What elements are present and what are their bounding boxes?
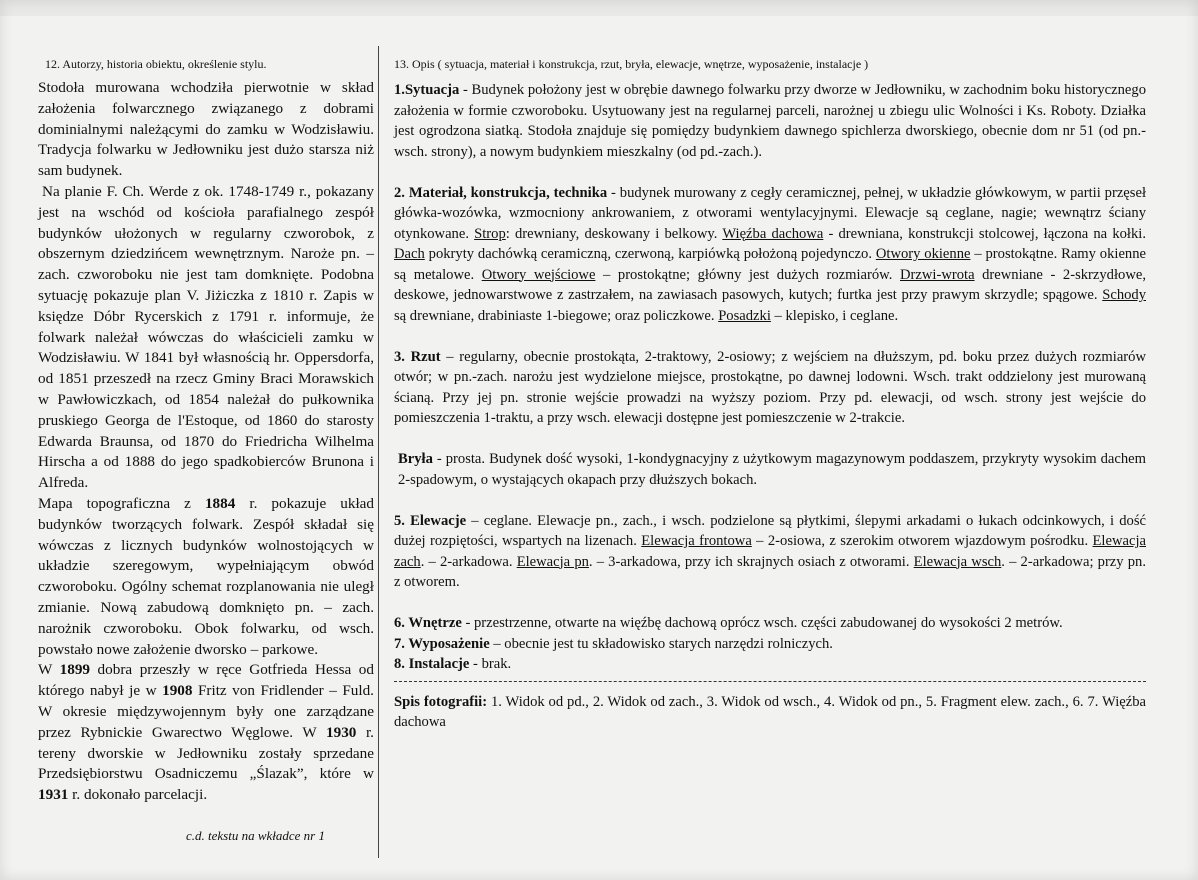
section-title: 2. Materiał, konstrukcja, technika bbox=[394, 184, 608, 201]
section-13-header: 13. Opis ( sytuacja, materiał i konstrukcja, rzut, bryła, elewacje, wnętrze, wyposażenie, instalacje ) bbox=[394, 57, 869, 71]
section-wnetrze bbox=[394, 613, 1146, 634]
history-paragraph-3 bbox=[38, 494, 374, 660]
term-posadzki: Posadzki bbox=[718, 307, 771, 324]
text-span: W bbox=[38, 661, 60, 679]
right-column bbox=[394, 56, 1146, 733]
section-title: 5. Elewacje bbox=[394, 512, 467, 529]
text-span: Fritz von Fridlender – Fuld. W okresie międzywojennym były one zarządzane przez Rybnickie Gwarectwo Węglowe. W bbox=[38, 682, 374, 741]
history-paragraph-4 bbox=[38, 660, 374, 806]
year-1884: 1884 bbox=[204, 494, 236, 512]
year-1930: 1930 bbox=[326, 723, 357, 741]
text-span: 1. Widok od pd., 2. Widok od zach., 3. Widok od wsch., 4. Widok od pn., 5. Fragment elew. zach., 6. 7. Więźba dachowa bbox=[394, 693, 1146, 730]
text-span: pokryty dachówką ceramiczną, czerwoną, karpiówką położoną pojedynczo. bbox=[424, 246, 876, 262]
dashed-separator bbox=[394, 681, 1146, 682]
section-sytuacja bbox=[394, 80, 1146, 162]
left-column bbox=[38, 56, 374, 806]
text-span: – regularny, obecnie prostokąta, 2-traktowy, 2-osiowy; z wejściem na dłuższym, pd. boku przez dużych rozmiarów otwór; w pn.-zach. narożu jest wydzielone miejsce, prostokątne, po dawnej lodowni. Wsch. trakt oddzielony jest murowaną ścianą. Przy jej pn. stronie wejście prowadzi na wyższy poziom. Przy pd. elewacji, od wsch. strony jest wejście do pomieszczenia 1-traktu, a przy wsch. elewacji dostępne jest pomieszczenie w 2-trakcie. bbox=[394, 348, 1146, 426]
text-span: . – 3-arkadowa, przy ich skrajnych osiach z otworami. bbox=[588, 553, 914, 570]
text-span: . – 2-arkadowa; przy pn. z otworem. bbox=[394, 553, 1146, 590]
section-instalacje bbox=[394, 654, 1146, 675]
section-bryla bbox=[394, 449, 1146, 490]
term-wiezba: Więźba dachowa bbox=[722, 225, 824, 242]
year-1899: 1899 bbox=[59, 661, 90, 679]
section-elewacje bbox=[394, 511, 1146, 593]
term-elewacja-frontowa: Elewacja frontowa bbox=[641, 533, 752, 549]
section-12-header: 12. Autorzy, historia obiektu, określenie stylu. bbox=[45, 57, 267, 71]
text-span: r. dokonało parcelacji. bbox=[68, 786, 208, 804]
text-span: – 2-osiowa, z szerokim otworem wjazdowym pośrodku. bbox=[751, 533, 1093, 549]
section-wyposazenie bbox=[394, 634, 1146, 655]
text-span: – klepisko, i ceglane. bbox=[770, 307, 899, 324]
section-rzut bbox=[394, 347, 1146, 429]
year-1908: 1908 bbox=[162, 682, 193, 700]
text-span: dobra przeszły w ręce Gotfrieda Hessa od którego nabył je w bbox=[38, 661, 374, 700]
term-schody: Schody bbox=[1102, 287, 1146, 303]
section-title: 7. Wyposażenie bbox=[394, 635, 490, 652]
text-span: - prosta. Budynek dość wysoki, 1-kondygnacyjny z użytkowym magazynowym poddaszem, przykryty wysokim dachem 2-spadowym, o wystających okapach przy dłuższych bokach. bbox=[398, 451, 1146, 488]
history-paragraph-2: Na planie F. Ch. Werde z ok. 1748-1749 r., pokazany jest na wschód od kościoła parafialnego zespół budynków ułożonych w regularny czworobok, z obszernym dziedzińcem wewnętrznym. Naroże pn. – zach. czworoboku nie jest tam domknięte. Podobna sytuację pokazuje plan V. Jiżiczka z 1810 r. Zapis w księdze Dóbr Rycerskich z 1791 r. informuje, że folwark należał wówczas do właścicieli zamku w Wodzisławiu. W 1841 był własnością hr. Oppersdorfa, od 1851 przeszedł na rzecz Gminy Braci Morawskich w Pawłowiczkach, od 1854 należał do pułkownika pruskiego Georga de l'Estoque, od 1860 do starosty Edwarda Braunsa, od 1870 do Friedricha Wilhelma Hirscha a od 1888 do jego spadkobierców Brunona i Alfreda. bbox=[38, 182, 374, 492]
text-span: - budynek murowany z cegły ceramicznej, pełnej, w układzie główkowym, w partii przęseł główka-wozówka, wzmocniony ankrowaniem, z otworami wentylacyjnymi. Elewacje są ceglane, nagie; wewnątrz ściany otynkowane. bbox=[394, 184, 1146, 242]
term-drzwi-wrota: Drzwi-wrota bbox=[900, 266, 975, 283]
term-otwory-wejsciowe: Otwory wejściowe bbox=[481, 266, 596, 283]
text-span: – prostokątne. Ramy okienne są metalowe. bbox=[394, 246, 1146, 283]
term-dach: Dach bbox=[394, 246, 425, 262]
history-text bbox=[38, 78, 374, 806]
text-span: drewniane - 2-skrzydłowe, deskowe, jednowarstwowe z zastrzałem, na zawiasach pasowych, kutych; furtka jest przy prawym skrzydle; spągowe. bbox=[394, 266, 1146, 303]
term-otwory-okienne: Otwory okienne bbox=[875, 246, 971, 262]
section-title: 6. Wnętrze bbox=[394, 615, 462, 631]
text-span: – ceglane. Elewacje pn., zach., i wsch. podzielone są płytkimi, ślepymi arkadami o łukach odcinkowych, i dość dużej rozpiętości, wspartych na lizenach. bbox=[394, 512, 1146, 549]
text-span: r. pokazuje układ budynków tworzących folwark. Zespół składał się wówczas z licznych budynków wolnostojących w układzie szeregowym, wypełniającym obwód czworoboku. Ogólny schemat rozplanowania nie uległ zmianie. Nową zabudową domknięto pn. – zach. narożnik czworoboku. Obok folwarku, od wsch. powstało nowe założenie dworsko – parkowe. bbox=[38, 494, 375, 658]
text-span: - przestrzenne, otwarte na więźbę dachową oprócz wsch. części zabudowanej do wysokości 2 metrów. bbox=[461, 615, 1063, 631]
section-title: 3. Rzut bbox=[394, 348, 441, 365]
section-title: 1.Sytuacja bbox=[394, 82, 460, 98]
history-paragraph-1: Stodoła murowana wchodziła pierwotnie w skład założenia folwarcznego związanego z dobrami dominialnymi należącymi do zamku w Wodzisławiu. Tradycja folwarku w Jedłowniku jest dużo starsza niż sam budynek. bbox=[38, 79, 374, 180]
text-span: – prostokątne; główny jest dużych rozmiarów. bbox=[595, 266, 900, 283]
text-span: Mapa topograficzna z bbox=[38, 494, 205, 512]
term-strop: Strop bbox=[474, 225, 506, 242]
term-elewacja-zach: Elewacja zach bbox=[394, 533, 1146, 570]
section-title: 8. Instalacje bbox=[394, 656, 470, 672]
section-material bbox=[394, 183, 1146, 327]
scan-top-strip bbox=[0, 0, 1198, 16]
text-span: - Budynek położony jest w obrębie dawnego folwarku przy dworze w Jedłowniku, w zachodnim boku historycznego założenia w formie czworoboku. Usytuowany jest na regularnej parceli, narożnej u zbiegu ulic Wolności i Ks. Roboty. Działka jest ogrodzona siatką. Stodoła znajduje się pomiędzy budynkiem dawnego spichlerza dworskiego, obecnie dom nr 51 (od pn.-wsch. strony), a nowym budynkiem mieszkalny (od pd.-zach.). bbox=[394, 82, 1146, 160]
text-span: są drewniane, drabiniaste 1-biegowe; oraz policzkowe. bbox=[394, 307, 719, 324]
continuation-note: c.d. tekstu na wkładce nr 1 bbox=[186, 828, 325, 843]
text-span: - brak. bbox=[469, 656, 512, 672]
photo-list bbox=[394, 692, 1146, 733]
term-elewacja-wsch: Elewacja wsch bbox=[913, 553, 1002, 570]
text-span: – obecnie jest tu składowisko starych narzędzi rolniczych. bbox=[489, 635, 833, 652]
column-divider bbox=[378, 46, 379, 858]
text-span: . – 2-arkadowa. bbox=[420, 553, 517, 570]
term-elewacja-pn: Elewacja pn bbox=[516, 553, 589, 570]
text-span: : drewniany, deskowany i belkowy. bbox=[505, 225, 723, 242]
section-title: Bryła bbox=[398, 451, 433, 467]
photo-list-title: Spis fotografii: bbox=[394, 693, 488, 710]
year-1931: 1931 bbox=[38, 786, 69, 804]
text-span: - drewniana, konstrukcji stolcowej, łączona na kołki. bbox=[823, 225, 1146, 242]
text-span: r. tereny dworskie w Jedłowniku zostały sprzedane Przedsiębiorstwu Osadniczemu „Ślazak”, które w bbox=[38, 723, 374, 783]
